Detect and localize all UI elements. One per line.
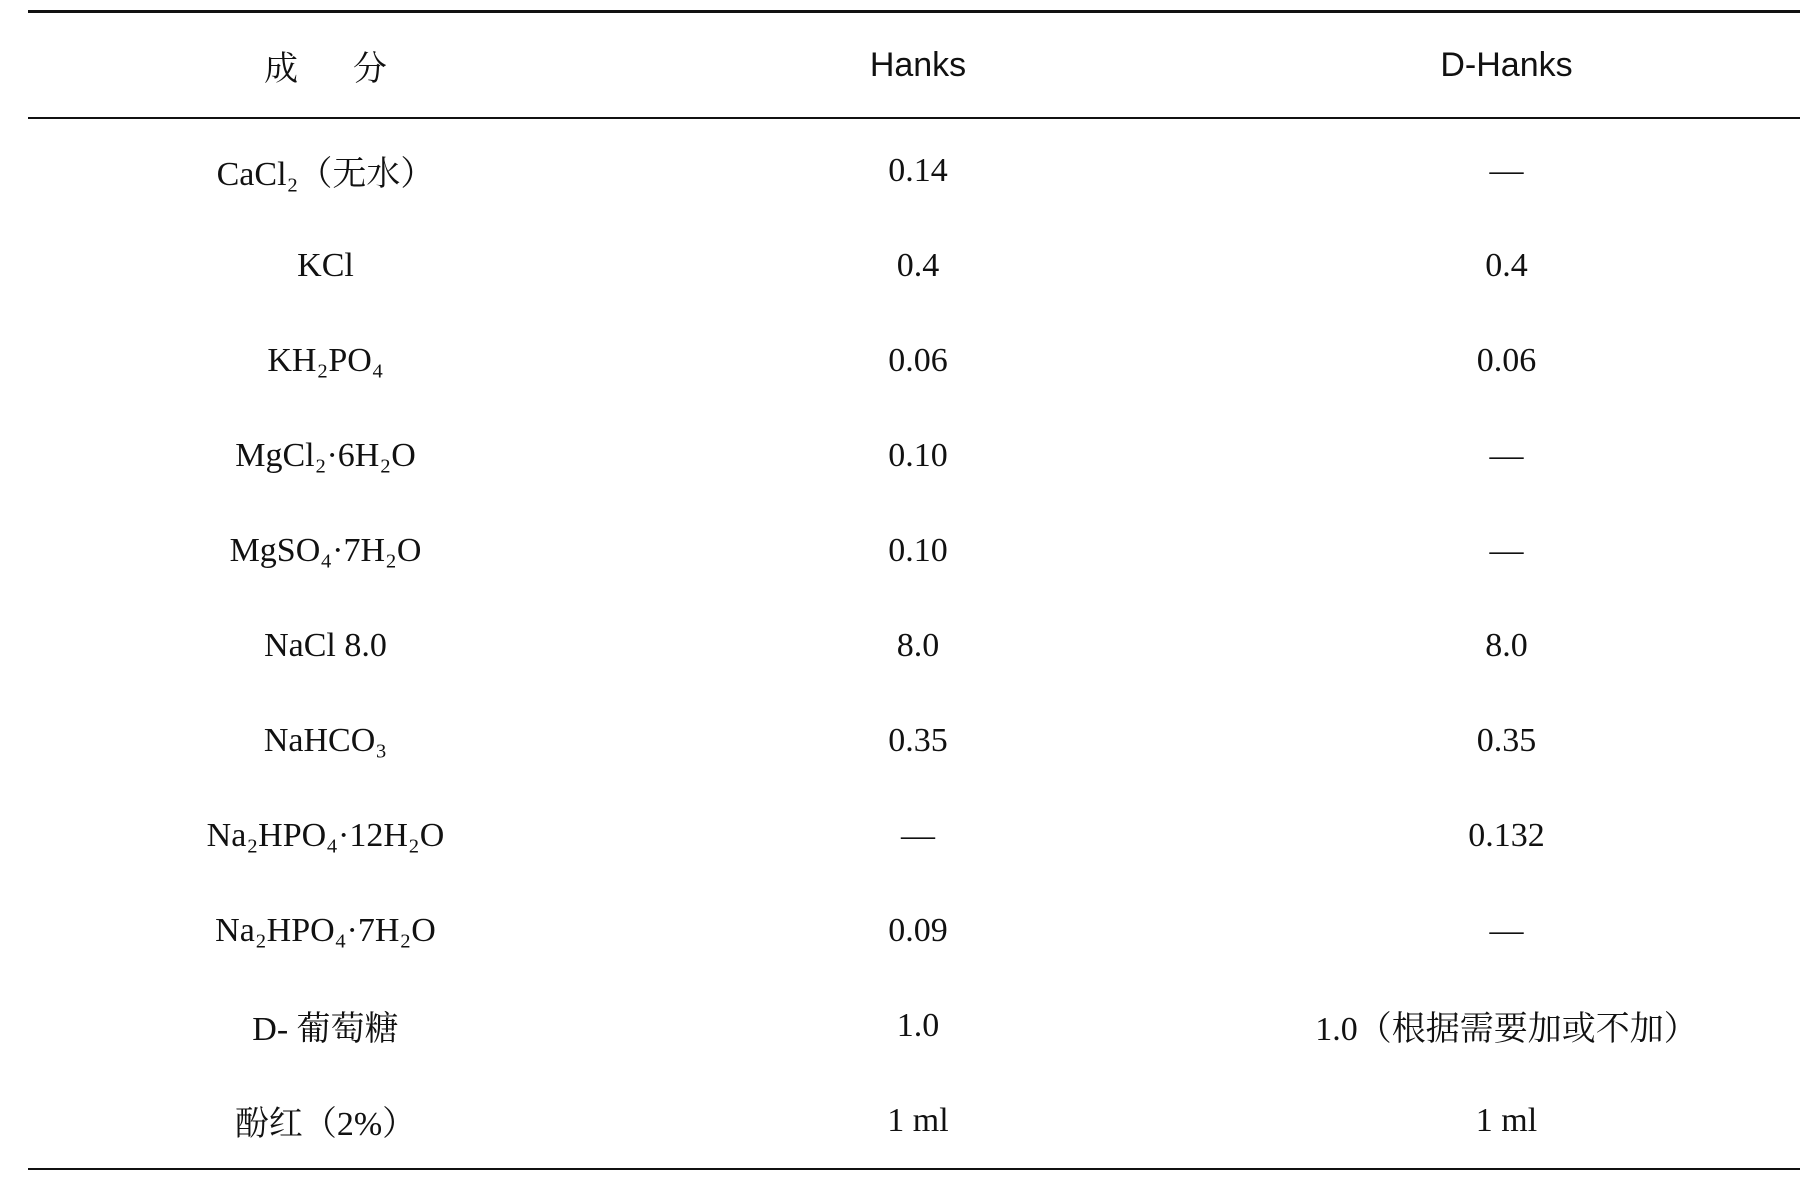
table-row — [28, 218, 1800, 313]
hanks-cell: 0.10 — [888, 436, 948, 474]
component-cell: KH₂PO₄ — [267, 341, 384, 379]
component-cell: NaCl 8.0 — [264, 626, 387, 664]
table-row — [28, 693, 1800, 788]
d-hanks-cell: 0.06 — [1476, 341, 1537, 379]
hanks-cell: 0.14 — [888, 151, 948, 189]
component-cell: NaHCO₃ — [263, 721, 388, 759]
header-component: 成 分 — [264, 48, 409, 89]
hanks-cell: — — [901, 816, 935, 854]
component-cell: CaCl₂（无水） — [216, 156, 435, 193]
d-hanks-cell: 0.4 — [1485, 246, 1528, 284]
component-cell: MgSO₄·7H₂O — [229, 531, 422, 569]
d-hanks-cell: — — [1489, 151, 1524, 189]
hanks-cell: 0.35 — [888, 721, 948, 759]
hanks-cell: 1 ml — [887, 1101, 949, 1139]
table-row — [28, 978, 1800, 1073]
table-row — [28, 598, 1800, 693]
hanks-cell: 0.10 — [888, 531, 948, 569]
d-hanks-cell: — — [1489, 911, 1524, 949]
header-d-hanks: D-Hanks — [1440, 45, 1573, 84]
component-cell: KCl — [297, 246, 354, 284]
table-row — [28, 788, 1800, 883]
composition-table-body — [28, 119, 1800, 1168]
d-hanks-cell: 8.0 — [1485, 626, 1528, 664]
composition-table — [28, 13, 1800, 117]
header-hanks: Hanks — [869, 45, 967, 84]
table-row — [28, 503, 1800, 598]
hanks-cell: 1.0 — [896, 1006, 940, 1044]
d-hanks-cell: 1 ml — [1475, 1101, 1538, 1139]
table-row — [28, 313, 1800, 408]
header-row — [28, 13, 1800, 117]
table-row — [28, 119, 1800, 218]
table-row — [28, 408, 1800, 503]
component-cell: MgCl₂·6H₂O — [235, 436, 416, 474]
component-cell: Na₂HPO₄·12H₂O — [206, 816, 445, 854]
hanks-cell: 8.0 — [896, 626, 940, 664]
table-row — [28, 1073, 1800, 1168]
hanks-cell: 0.4 — [896, 246, 940, 284]
table-row — [28, 883, 1800, 978]
bottom-rule — [28, 1168, 1800, 1170]
d-hanks-cell: — — [1489, 436, 1524, 474]
d-hanks-cell: — — [1489, 531, 1524, 569]
hanks-cell: 0.09 — [888, 911, 948, 949]
hanks-cell: 0.06 — [888, 341, 948, 379]
component-cell: Na₂HPO₄·7H₂O — [215, 911, 436, 949]
composition-table-container — [28, 10, 1800, 1170]
d-hanks-cell: 0.132 — [1468, 816, 1545, 854]
d-hanks-cell: 0.35 — [1476, 721, 1537, 759]
d-hanks-cell: 1.0（根据需要加或不加） — [1315, 1011, 1698, 1048]
component-cell: 酚红（2%） — [234, 1106, 417, 1143]
component-cell: D- 葡萄糖 — [252, 1011, 399, 1048]
